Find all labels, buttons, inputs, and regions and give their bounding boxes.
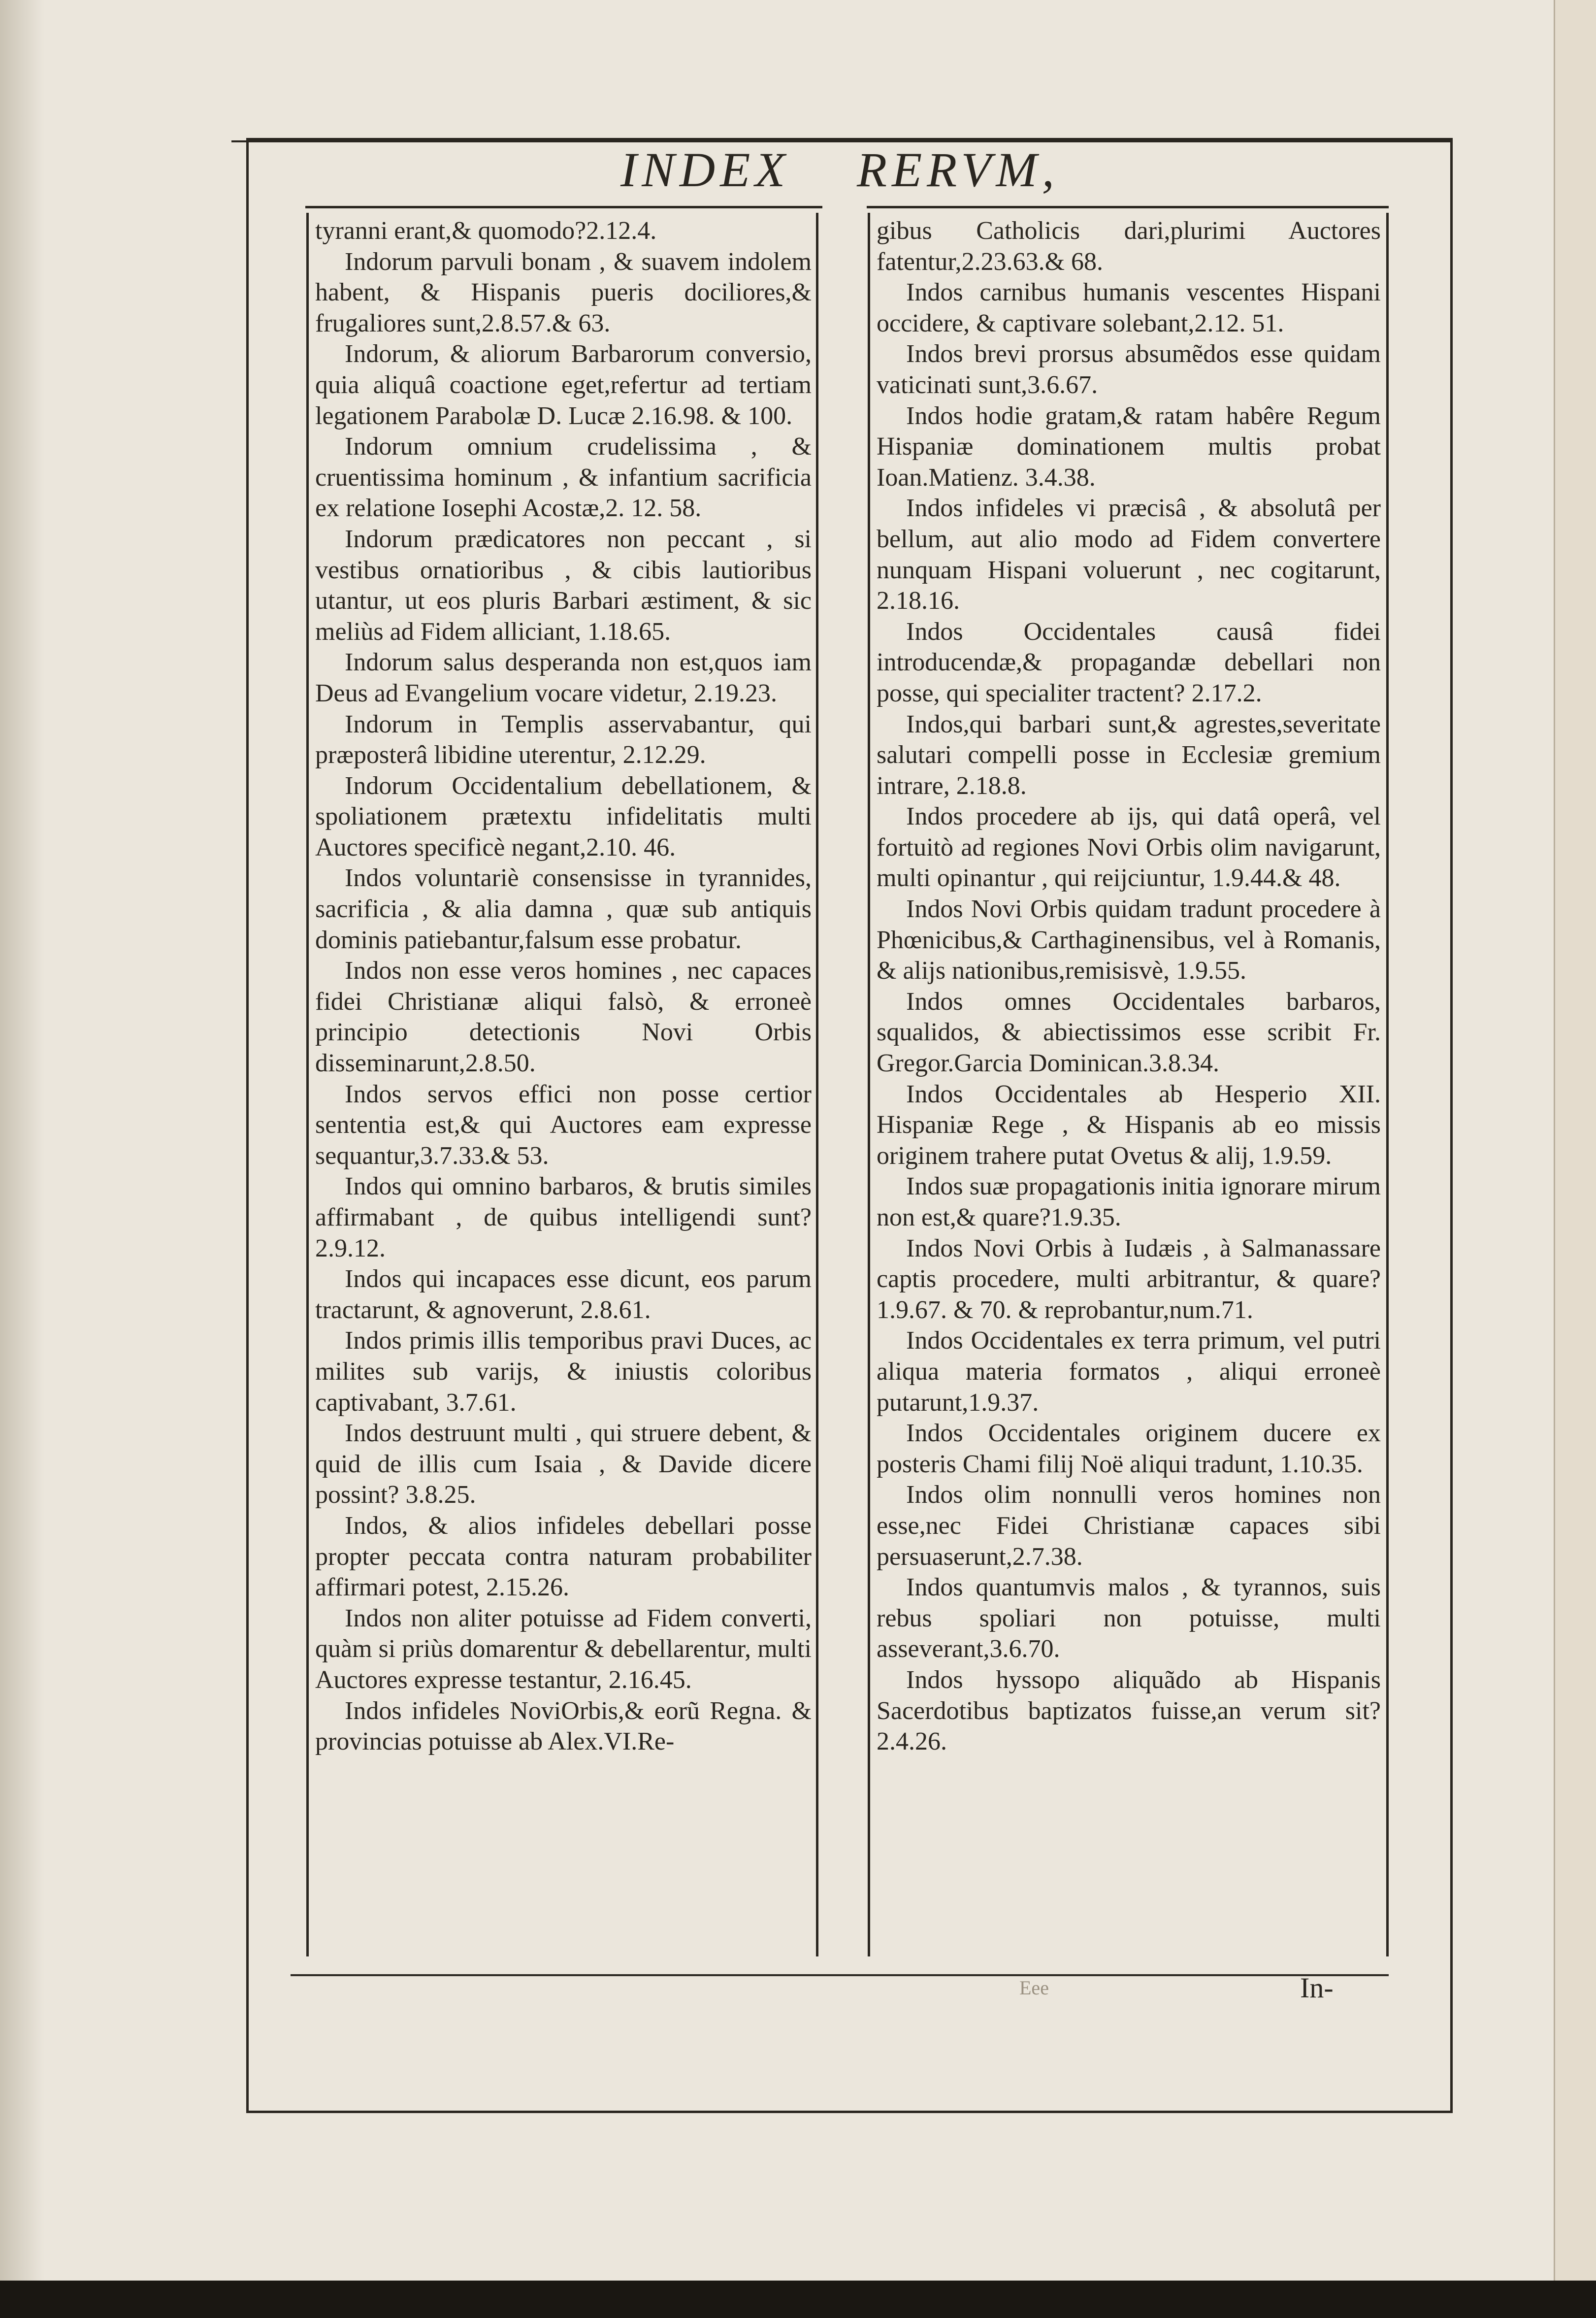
index-entry: Indorum Occidentalium debellationem, & spoliationem prætextu infidelitatis multi Auctores specificè negant,2.10. 46. (315, 771, 812, 861)
index-entry: Indos infideles NoviOrbis,& eorũ Regna. & provincias potuisse ab Alex.VI.Re- (315, 1696, 812, 1756)
index-entry: Indos non esse veros homines , nec capaces fidei Christianæ aliqui falsò, & erroneè principio detectionis Novi Orbis disseminarunt,2.8.50. (315, 957, 812, 1078)
index-entry: Indos hodie gratam,& ratam habêre Regum Hispaniæ dominationem multis probat Ioan.Matienz. 3.4.38. (877, 401, 1381, 492)
index-entry: Indos carnibus humanis vescentes Hispani occidere, & captivare solebant,2.12. 51. (877, 278, 1381, 337)
index-entry: gibus Catholicis dari,plurimi Auctores fatentur,2.23.63.& 68. (877, 217, 1381, 276)
index-entry: Indos destruunt multi , qui struere debent, & quid de illis cum Isaia , & Davide dicere possint? 3.8.25. (315, 1419, 812, 1509)
index-entry: Indos procedere ab ijs, qui datâ operâ, vel fortuitò ad regiones Novi Orbis olim navigarunt, multi opinantur , qui reijciuntur, 1.9.44.& 48. (877, 802, 1381, 893)
index-entry: Indos Novi Orbis à Iudæis , à Salmanassare captis procedere, multi arbitrantur, & quare? 1.9.67. & 70. & reprobantur,num.71. (877, 1234, 1381, 1324)
index-entry: Indos Occidentales ex terra primum, vel putri aliqua materia formatos , aliqui erroneè putarunt,1.9.37. (877, 1326, 1381, 1417)
index-entry: Indos Occidentales ab Hesperio XII. Hispaniæ Rege , & Hispanis ab eo missis originem trahere putat Ovetus & alij, 1.9.59. (877, 1080, 1381, 1170)
signature-mark: Eee (1019, 1977, 1049, 1999)
right-column-top-rule (867, 206, 1389, 208)
index-entry: Indorum salus desperanda non est,quos iam Deus ad Evangelium vocare videtur, 2.19.23. (315, 648, 812, 707)
index-entry: Indos hyssopo aliquãdo ab Hispanis Sacerdotibus baptizatos fuisse,an verum sit? 2.4.26. (877, 1665, 1381, 1756)
index-entry: Indos qui incapaces esse dicunt, eos parum tractarunt, & agnoverunt, 2.8.61. (315, 1265, 812, 1324)
page-gutter-shadow (0, 0, 44, 2281)
left-column-top-rule (305, 206, 822, 208)
index-entry: Indos omnes Occidentales barbaros, squalidos, & abiectissimos esse scribit Fr. Gregor.Garcia Dominican.3.8.34. (877, 987, 1381, 1078)
header-word-rerum: RERVM, (857, 142, 1059, 197)
index-entry: Indos Novi Orbis quidam tradunt procedere à Phœnicibus,& Carthaginensibus, vel à Romanis, & alijs nationibus,remisisvè, 1.9.55. (877, 895, 1381, 985)
index-entry: Indos Occidentales originem ducere ex posteris Chami filij Noë aliqui tradunt, 1.10.35. (877, 1419, 1381, 1478)
index-entry: Indorum parvuli bonam , & suavem indolem habent, & Hispanis pueris dociliores,& frugaliores sunt,2.8.57.& 63. (315, 247, 812, 337)
header-rule (231, 140, 1453, 142)
index-entry: Indos quantumvis malos , & tyrannos, suis rebus spoliari non potuisse, multi asseverant,3.6.70. (877, 1573, 1381, 1663)
index-entry: Indos non aliter potuisse ad Fidem converti, quàm si priùs domarentur & debellarentur, multi Auctores expresse testantur, 2.16.45. (315, 1604, 812, 1694)
index-entry: Indorum, & aliorum Barbarorum conversio, quia aliquâ coactione eget,refertur ad tertiam legationem Parabolæ D. Lucæ 2.16.98. & 100. (315, 340, 812, 430)
index-entry: Indorum prædicatores non peccant , si vestibus ornatioribus , & cibis lautioribus utantur, ut eos pluris Barbari æstiment, & sic meliùs ad Fidem alliciant, 1.18.65. (315, 525, 812, 646)
catchword: In- (1300, 1972, 1334, 2004)
index-entry: Indos qui omnino barbaros, & brutis similes affirmabant , de quibus intelligendi sunt? 2.9.12. (315, 1172, 812, 1262)
index-entry: Indos voluntariè consensisse in tyrannides, sacrificia , & alia damna , quæ sub antiquis dominis patiebantur,falsum esse probatur. (315, 864, 812, 954)
index-entry: Indos, & alios infideles debellari posse propter peccata contra naturam probabiliter affirmari potest, 2.15.26. (315, 1511, 812, 1602)
index-entry: Indos infideles vi præcisâ , & absolutâ per bellum, aut alio modo ad Fidem convertere nunquam Hispani voluerunt , nec cogitarunt, 2.18.16. (877, 494, 1381, 615)
index-entry: Indos Occidentales causâ fidei introducendæ,& propagandæ debellari non posse, qui specialiter tractent? 2.17.2. (877, 617, 1381, 707)
index-entry: Indos primis illis temporibus pravi Duces, ac milites sub varijs, & iniustis coloribus captivabant, 3.7.61. (315, 1326, 812, 1417)
index-entry: Indorum in Templis asservabantur, qui præposterâ libidine uterentur, 2.12.29. (315, 710, 812, 769)
scan-background (0, 2281, 1596, 2318)
index-entry: Indos servos effici non posse certior sententia est,& qui Auctores eam expresse sequantur,3.7.33.& 53. (315, 1080, 812, 1170)
index-entry: Indorum omnium crudelissima , & cruentissima hominum , & infantium sacrificia ex relatione Iosephi Acostæ,2. 12. 58. (315, 432, 812, 523)
index-entry: Indos,qui barbari sunt,& agrestes,severitate salutari compelli posse in Ecclesiæ gremium intrare, 2.18.8. (877, 710, 1381, 800)
index-entry: Indos brevi prorsus absumẽdos esse quidam vaticinati sunt,3.6.67. (877, 340, 1381, 399)
running-header (581, 143, 1172, 197)
facing-page-edge (1554, 0, 1596, 2318)
index-entry: Indos olim nonnulli veros homines non esse,nec Fidei Christianæ capaces sibi persuaserunt,2.7.38. (877, 1481, 1381, 1571)
index-entry: Indos suæ propagationis initia ignorare mirum non est,& quare?1.9.35. (877, 1172, 1381, 1231)
right-index-column (877, 216, 1381, 1757)
left-index-column (315, 216, 812, 1757)
index-entry: tyranni erant,& quomodo?2.12.4. (315, 217, 657, 245)
footer-rule (291, 1974, 1389, 1976)
header-word-index: INDEX (620, 142, 790, 197)
